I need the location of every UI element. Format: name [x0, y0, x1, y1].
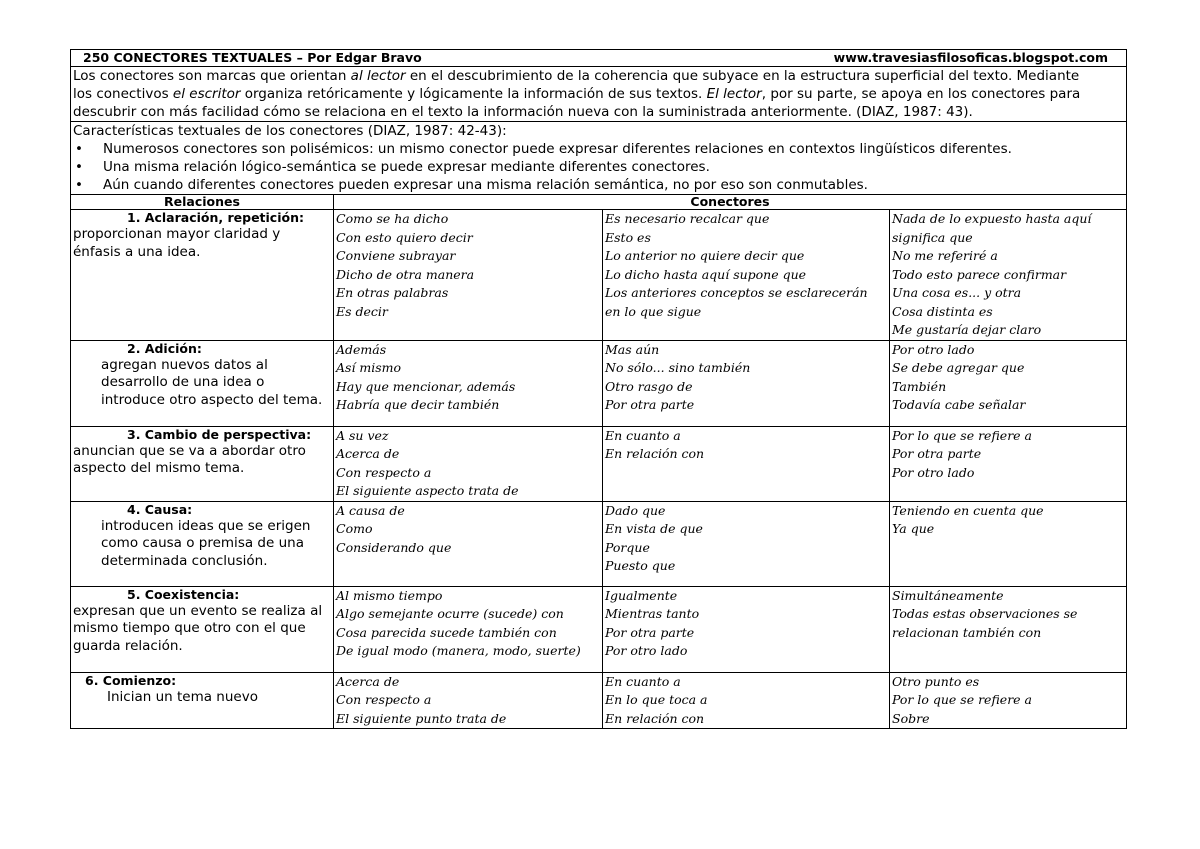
connector-item: Simultáneamente: [892, 587, 1004, 603]
connector-item: A su vez: [336, 427, 389, 443]
connector-item: Otro rasgo de: [605, 378, 693, 394]
connector-item: Con respecto a: [336, 464, 432, 480]
connector-item: Cosa parecida sucede también con: [336, 624, 557, 640]
connector-item: Como se ha dicho: [336, 211, 449, 226]
relation-description: introducen ideas que se erigen como causa o premisa de una determinada conclusión.: [101, 517, 311, 569]
connector-item: Igualmente: [605, 587, 678, 603]
bullet-icon: •: [75, 141, 83, 157]
connector-item: Otro punto es: [892, 673, 980, 689]
bullet-icon: •: [75, 177, 83, 193]
relations-body: [71, 210, 1127, 729]
connector-item: Al mismo tiempo: [336, 587, 443, 603]
connector-cell: [603, 586, 890, 672]
connector-item: Dicho de otra manera: [336, 266, 475, 282]
relation-cell: [71, 210, 334, 341]
connector-item: No sólo... sino también: [605, 360, 751, 375]
connector-item: Puesto que: [605, 558, 676, 573]
connector-item: Acerca de: [336, 673, 400, 689]
connector-item: El siguiente punto trata de: [336, 710, 507, 726]
connector-cell: [890, 501, 1127, 586]
relation-title: 4. Causa:: [127, 501, 193, 517]
relation-cell: [71, 672, 334, 729]
characteristics-list: [73, 140, 1124, 194]
connector-cell: [334, 426, 603, 501]
connector-item: A causa de: [336, 502, 405, 518]
connector-item: Por lo que se refiere a: [892, 427, 1032, 443]
relation-description: expresan que un evento se realiza al mismo tiempo que otro con el que guarda relación.: [73, 602, 323, 654]
connector-cell: [334, 210, 603, 341]
connector-item: Algo semejante ocurre (sucede) con: [336, 606, 564, 621]
relation-description: anuncian que se va a abordar otro aspecto del mismo tema.: [73, 442, 306, 476]
website-url: www.travesiasfilosoficas.blogspot.com: [833, 50, 1109, 65]
relation-cell: [71, 586, 334, 672]
connector-item: Todo esto parece confirmar: [892, 266, 1067, 282]
connector-item: Por otra parte: [605, 624, 695, 640]
intro-paragraph-1: Los conectores son marcas que orientan al lector en el descubrimiento de la coherencia que subyace en la estructura superficial del texto. Mediante: [73, 68, 1080, 84]
connector-item: Teniendo en cuenta que: [892, 502, 1044, 518]
intro-row: [71, 67, 1127, 122]
connector-item: Habría que decir también: [336, 397, 500, 412]
table-row: [71, 501, 1127, 586]
connector-item: No me referiré a: [892, 248, 998, 263]
relation-title: 6. Comienzo:: [85, 672, 177, 688]
connector-item: Se debe agregar que: [892, 360, 1025, 375]
characteristics-heading: Características textuales de los conectores (DIAZ, 1987: 42-43):: [73, 123, 507, 139]
connector-item: Conviene subrayar: [336, 248, 456, 263]
connector-cell: [890, 586, 1127, 672]
relation-cell: [71, 501, 334, 586]
relation-title: 5. Coexistencia:: [127, 586, 240, 602]
connector-item: El siguiente aspecto trata de: [336, 483, 519, 498]
connector-item: Lo dicho hasta aquí supone que: [605, 266, 807, 282]
connector-item: Con esto quiero decir: [336, 229, 473, 245]
relation-cell: [71, 426, 334, 501]
table-row: [71, 340, 1127, 426]
connector-item: También: [892, 378, 947, 394]
connector-cell: [603, 210, 890, 341]
table-row: [71, 426, 1127, 501]
connector-cell: [890, 426, 1127, 501]
connector-item: Cosa distinta es: [892, 303, 993, 319]
connector-cell: [890, 210, 1127, 341]
list-item: • Una misma relación lógico-semántica se puede expresar mediante diferentes conectores.: [75, 159, 710, 175]
connector-cell: [890, 672, 1127, 729]
connector-item: Así mismo: [336, 360, 402, 375]
table-row: [71, 210, 1127, 341]
connector-item: En relación con: [605, 446, 705, 461]
connector-item: Nada de lo expuesto hasta aquí significa que: [892, 211, 1092, 245]
connector-item: Además: [336, 341, 387, 357]
document-header-row: [71, 50, 1127, 67]
relation-cell: [71, 340, 334, 426]
table-row: [71, 586, 1127, 672]
connector-cell: [603, 672, 890, 729]
connector-cell: [603, 501, 890, 586]
document-title: 250 CONECTORES TEXTUALES – Por Edgar Bravo: [83, 50, 422, 65]
connector-item: Una cosa es... y otra: [892, 285, 1022, 300]
connector-item: Por otro lado: [892, 464, 975, 480]
table-row: [71, 672, 1127, 729]
connector-item: Mientras tanto: [605, 606, 700, 621]
column-header-row: [71, 195, 1127, 210]
list-item: • Numerosos conectores son polisémicos: un mismo conector puede expresar diferentes relaciones en contextos lingüísticos diferentes.: [75, 141, 1012, 157]
relation-description: proporcionan mayor claridad y énfasis a una idea.: [73, 226, 281, 260]
relation-title: 3. Cambio de perspectiva:: [127, 426, 312, 442]
connector-item: Es decir: [336, 303, 388, 319]
connector-item: Todas estas observaciones se relacionan también con: [892, 606, 1078, 640]
relations-header: Relaciones: [71, 195, 334, 210]
connector-item: Por otro lado: [892, 341, 975, 357]
connector-item: Mas aún: [605, 341, 660, 357]
connector-item: Por otra parte: [892, 446, 982, 461]
bullet-icon: •: [75, 159, 83, 175]
connector-cell: [334, 340, 603, 426]
connector-item: Esto es: [605, 229, 651, 245]
connector-item: En cuanto a: [605, 427, 681, 443]
connector-item: En otras palabras: [336, 285, 449, 300]
connector-item: Considerando que: [336, 539, 452, 555]
connector-item: En vista de que: [605, 521, 703, 536]
characteristics-row: [71, 122, 1127, 195]
connector-item: Lo anterior no quiere decir que: [605, 248, 805, 263]
connector-cell: [603, 340, 890, 426]
connector-item: Por otra parte: [605, 397, 695, 412]
intro-paragraph-2: los conectivos el escritor organiza retóricamente y lógicamente la información de sus textos. El lector, por su parte, se apoya en los conectores para descubrir con más facilidad cómo se relaciona en el texto la información nueva con la suministrada anteriormente. (DIAZ, 1987: 43).: [73, 86, 1081, 120]
connector-item: Acerca de: [336, 446, 400, 461]
connector-item: Porque: [605, 539, 650, 555]
connector-item: Con respecto a: [336, 692, 432, 707]
connector-item: En lo que toca a: [605, 692, 708, 707]
connector-item: Me gustaría dejar claro: [892, 322, 1042, 337]
connector-cell: [334, 501, 603, 586]
connectors-table: [70, 49, 1127, 729]
connector-cell: [603, 426, 890, 501]
connector-item: Todavía cabe señalar: [892, 397, 1026, 412]
relation-description: agregan nuevos datos al desarrollo de una idea o introduce otro aspecto del tema.: [101, 356, 323, 408]
relation-title: 1. Aclaración, repetición:: [127, 210, 304, 225]
connector-item: Los anteriores conceptos se esclarecerán en lo que sigue: [605, 285, 868, 319]
connector-item: Sobre: [892, 710, 930, 726]
relation-title: 2. Adición:: [127, 340, 202, 356]
relation-description: Inician un tema nuevo: [107, 688, 258, 705]
connector-item: Ya que: [892, 521, 935, 536]
connector-item: Por otro lado: [605, 643, 688, 658]
list-item: • Aún cuando diferentes conectores pueden expresar una misma relación semántica, no por eso son conmutables.: [75, 177, 868, 193]
connector-item: Como: [336, 521, 373, 536]
connector-cell: [334, 586, 603, 672]
connector-cell: [890, 340, 1127, 426]
connector-item: Es necesario recalcar que: [605, 211, 770, 226]
connector-item: En relación con: [605, 710, 705, 726]
connector-item: En cuanto a: [605, 673, 681, 689]
connector-item: Dado que: [605, 502, 666, 518]
connector-item: Por lo que se refiere a: [892, 692, 1032, 707]
connector-item: Hay que mencionar, además: [336, 378, 516, 394]
connectors-header: Conectores: [334, 195, 1127, 210]
connector-item: De igual modo (manera, modo, suerte): [336, 643, 581, 658]
connector-cell: [334, 672, 603, 729]
